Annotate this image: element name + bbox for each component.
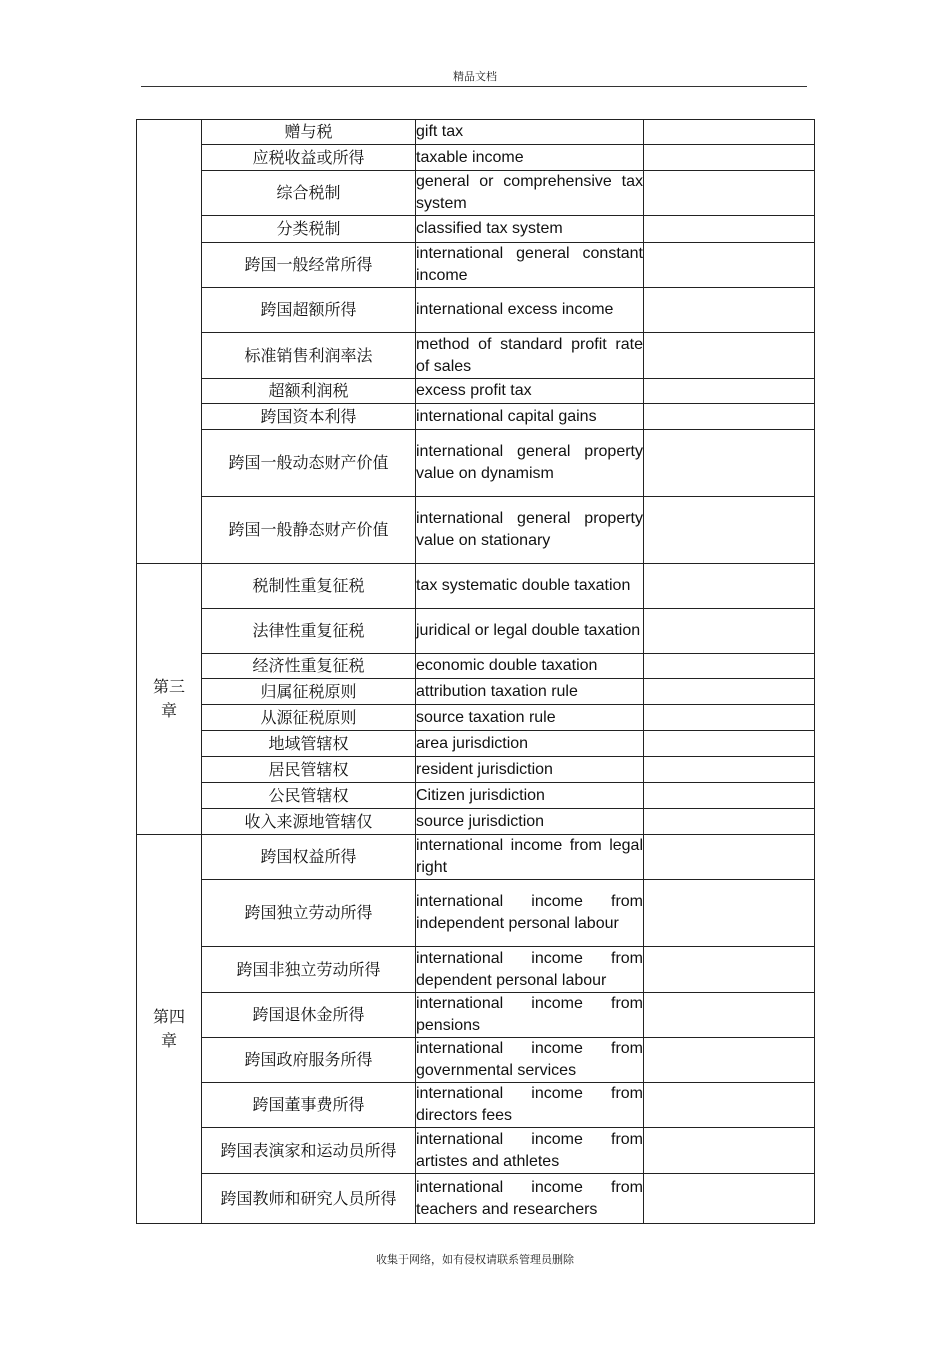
chinese-term: 公民管辖权 <box>202 783 416 809</box>
english-term: excess profit tax <box>416 379 644 404</box>
blank-cell <box>644 243 815 288</box>
chinese-term: 经济性重复征税 <box>202 654 416 679</box>
table-row <box>137 171 815 216</box>
english-term: resident jurisdiction <box>416 757 644 783</box>
chinese-term: 收入来源地管辖仅 <box>202 809 416 835</box>
chinese-term: 标准销售利润率法 <box>202 333 416 379</box>
english-term: method of standard profit rate of sales <box>416 333 644 379</box>
english-term: international income from legal right <box>416 835 644 880</box>
table-row <box>137 654 815 679</box>
english-term: tax systematic double taxation <box>416 564 644 609</box>
table-row <box>137 216 815 243</box>
chapter-label: 第四章 <box>152 1007 185 1050</box>
chinese-term: 跨国权益所得 <box>202 835 416 880</box>
blank-cell <box>644 497 815 564</box>
table-row <box>137 243 815 288</box>
table-row <box>137 145 815 171</box>
english-term: international income from pensions <box>416 993 644 1038</box>
chapter-cell <box>137 564 202 835</box>
chinese-term: 跨国超额所得 <box>202 288 416 333</box>
table-row <box>137 947 815 993</box>
chinese-term: 综合税制 <box>202 171 416 216</box>
english-term: source taxation rule <box>416 705 644 731</box>
blank-cell <box>644 993 815 1038</box>
page-footer: 收集于网络，如有侵权请联系管理员删除 <box>376 1253 574 1266</box>
table-row <box>137 993 815 1038</box>
chinese-term: 归属征税原则 <box>202 679 416 705</box>
chapter-label: 第三章 <box>152 677 185 720</box>
table-row <box>137 757 815 783</box>
chinese-term: 跨国一般动态财产价值 <box>202 430 416 497</box>
english-term: economic double taxation <box>416 654 644 679</box>
blank-cell <box>644 731 815 757</box>
chinese-term: 超额利润税 <box>202 379 416 404</box>
chinese-term: 跨国独立劳动所得 <box>202 880 416 947</box>
chinese-term: 法律性重复征税 <box>202 609 416 654</box>
chinese-term: 分类税制 <box>202 216 416 243</box>
blank-cell <box>644 1083 815 1128</box>
blank-cell <box>644 404 815 430</box>
table-row <box>137 430 815 497</box>
english-term: international income from artistes and athletes <box>416 1128 644 1174</box>
blank-cell <box>644 1128 815 1174</box>
english-term: international general constant income <box>416 243 644 288</box>
table-row <box>137 1128 815 1174</box>
table-row <box>137 705 815 731</box>
blank-cell <box>644 216 815 243</box>
blank-cell <box>644 564 815 609</box>
chinese-term: 跨国表演家和运动员所得 <box>202 1128 416 1174</box>
chinese-term: 从源征税原则 <box>202 705 416 731</box>
english-term: Citizen jurisdiction <box>416 783 644 809</box>
blank-cell <box>644 757 815 783</box>
english-term: source jurisdiction <box>416 809 644 835</box>
chinese-term: 跨国教师和研究人员所得 <box>202 1174 416 1224</box>
blank-cell <box>644 120 815 145</box>
chinese-term: 跨国退休金所得 <box>202 993 416 1038</box>
english-term: international income from governmental services <box>416 1038 644 1083</box>
english-term: international capital gains <box>416 404 644 430</box>
blank-cell <box>644 333 815 379</box>
table-row <box>137 809 815 835</box>
table-row <box>137 379 815 404</box>
page-header: 精品文档 <box>453 70 497 83</box>
table-row <box>137 880 815 947</box>
blank-cell <box>644 654 815 679</box>
chinese-term: 应税收益或所得 <box>202 145 416 171</box>
english-term: international general property value on stationary <box>416 497 644 564</box>
blank-cell <box>644 835 815 880</box>
table-row <box>137 1083 815 1128</box>
blank-cell <box>644 783 815 809</box>
table-row <box>137 120 815 145</box>
blank-cell <box>644 809 815 835</box>
blank-cell <box>644 609 815 654</box>
blank-cell <box>644 1174 815 1224</box>
blank-cell <box>644 1038 815 1083</box>
english-term: international general property value on dynamism <box>416 430 644 497</box>
english-term: juridical or legal double taxation <box>416 609 644 654</box>
blank-cell <box>644 947 815 993</box>
header-divider <box>141 86 807 87</box>
table-row <box>137 609 815 654</box>
table-row <box>137 404 815 430</box>
english-term: classified tax system <box>416 216 644 243</box>
blank-cell <box>644 379 815 404</box>
chinese-term: 跨国一般经常所得 <box>202 243 416 288</box>
chinese-term: 居民管辖权 <box>202 757 416 783</box>
chinese-term: 跨国政府服务所得 <box>202 1038 416 1083</box>
glossary-table <box>136 119 815 1224</box>
english-term: international excess income <box>416 288 644 333</box>
table-row <box>137 333 815 379</box>
blank-cell <box>644 171 815 216</box>
chinese-term: 赠与税 <box>202 120 416 145</box>
english-term: gift tax <box>416 120 644 145</box>
table-row <box>137 1038 815 1083</box>
english-term: international income from directors fees <box>416 1083 644 1128</box>
blank-cell <box>644 288 815 333</box>
table-row <box>137 1174 815 1224</box>
chinese-term: 地域管辖权 <box>202 731 416 757</box>
english-term: area jurisdiction <box>416 731 644 757</box>
glossary-body <box>137 120 815 1224</box>
chapter-cell <box>137 120 202 564</box>
chinese-term: 跨国非独立劳动所得 <box>202 947 416 993</box>
blank-cell <box>644 679 815 705</box>
chinese-term: 跨国董事费所得 <box>202 1083 416 1128</box>
table-row <box>137 731 815 757</box>
english-term: general or comprehensive tax system <box>416 171 644 216</box>
english-term: attribution taxation rule <box>416 679 644 705</box>
blank-cell <box>644 430 815 497</box>
table-row <box>137 288 815 333</box>
table-row <box>137 783 815 809</box>
chinese-term: 跨国资本利得 <box>202 404 416 430</box>
english-term: international income from independent personal labour <box>416 880 644 947</box>
english-term: international income from dependent personal labour <box>416 947 644 993</box>
table-row <box>137 835 815 880</box>
blank-cell <box>644 705 815 731</box>
blank-cell <box>644 145 815 171</box>
english-term: international income from teachers and researchers <box>416 1174 644 1224</box>
table-row <box>137 497 815 564</box>
chinese-term: 税制性重复征税 <box>202 564 416 609</box>
table-row <box>137 679 815 705</box>
english-term: taxable income <box>416 145 644 171</box>
chinese-term: 跨国一般静态财产价值 <box>202 497 416 564</box>
blank-cell <box>644 880 815 947</box>
table-row <box>137 564 815 609</box>
chapter-cell <box>137 835 202 1224</box>
